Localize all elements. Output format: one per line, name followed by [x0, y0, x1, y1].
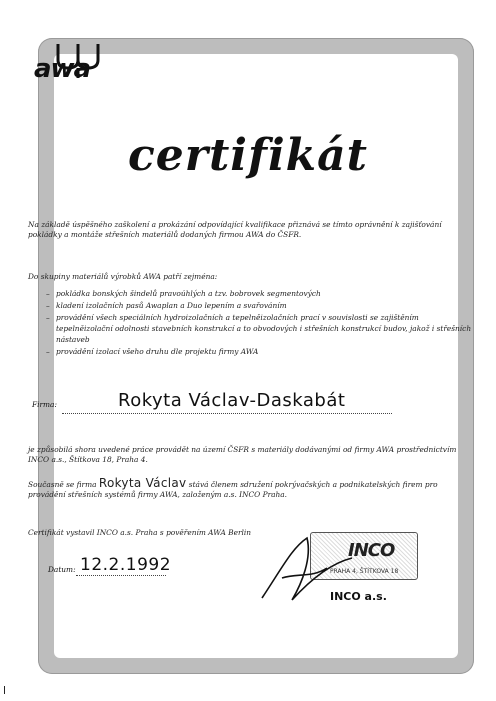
materials-list: [46, 288, 472, 358]
materials-heading: Do skupiny materiálů výrobků AWA patří zejména:: [28, 272, 218, 281]
membership-suffix: stává členem sdružení pokrývačských a podnikatelských firem pro provádění střešních systémů firmy AWA, založeným a.s. INCO Praha.: [28, 480, 438, 499]
firma-dotted-line: [62, 413, 392, 414]
firma-name: Rokyta Václav-Daskabát: [118, 390, 346, 411]
firma-label: Firma:: [32, 400, 57, 409]
awa-logo-text: awa: [34, 54, 91, 84]
stamp-address: PRAHA 4, ŠTÍTKOVA 18: [330, 568, 399, 575]
membership-firm-name: Rokyta Václav: [98, 476, 187, 490]
list-item: – kladení izolačních pasů Awaplan a Duo lepením a svařováním: [46, 300, 472, 311]
stamp-logo: INCO: [348, 540, 395, 561]
intro-paragraph: Na základě úspěšného zaškolení a prokázání odpovídající kvalifikace přiznává se tímto oprávnění k zajišťování pokládky a montáže střešních materiálů dodaných firmou AWA do ČSFR.: [28, 220, 442, 239]
membership-paragraph: [28, 478, 472, 500]
date-value: 12.2.1992: [80, 555, 172, 575]
certificate-title: certifikát: [128, 130, 368, 181]
scan-mark: [4, 686, 5, 694]
qualification-paragraph: je způsobilá shora uvedené práce provádět na území ČSFR s materiály dodávanými od firmy AWA prostřednictvím INCO a.s., Štítkova 18, Praha 4.: [28, 445, 457, 464]
list-item: – provádění izolací všeho druhu dle projektu firmy AWA: [46, 346, 472, 357]
signature-icon: [252, 528, 362, 608]
issuer-paragraph: Certifikát vystavil INCO a.s. Praha s pověřením AWA Berlin: [28, 528, 251, 537]
stamp-company-name: INCO a.s.: [330, 590, 387, 603]
list-item: – pokládka bonských šindelů pravoúhlých a tzv. bobrovek segmentových: [46, 288, 472, 299]
membership-prefix: Současně se firma: [28, 480, 97, 489]
date-label: Datum:: [48, 565, 76, 574]
date-dotted-line: [76, 575, 166, 576]
list-item: – provádění všech speciálních hydroizolačních a tepelněizolačních prací v souvislosti se zajištěním tepelněizolační odolnosti stavebních konstrukcí a to obvodových i střešních konstrukcí budov, jakož i střešních nástaveb: [46, 312, 472, 345]
company-stamp: [252, 520, 422, 610]
